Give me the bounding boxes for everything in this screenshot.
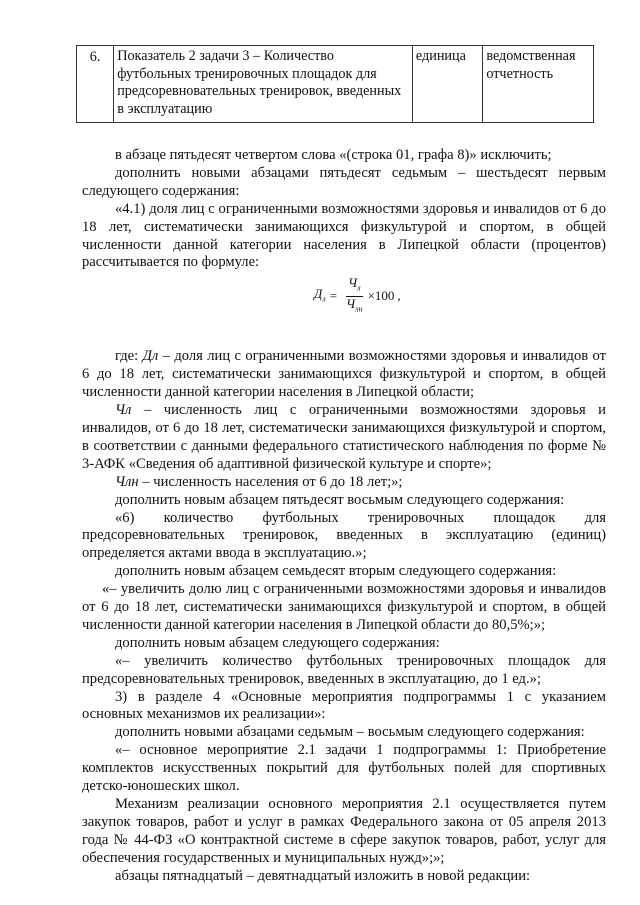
indicator-unit: единица (412, 46, 482, 123)
paragraph-15: «– основное мероприятие 2.1 задачи 1 подпрограммы 1: Приобретение комплектов искусственных покрытий для футбольных полей для спортивных детско-юношеских школ. (82, 742, 606, 795)
paragraph-12: «– увеличить количество футбольных тренировочных площадок для предсоревновательных тренировок, введенных в эксплуатацию, до 1 ед.»; (82, 652, 606, 687)
paragraph-5: Чл – численность лиц с ограниченными возможностями здоровья и инвалидов, от 6 до 18 лет, систематически занимающихся физкультурой и спортом, в соответствии с данными федерального статистического наблюдения по форме № 3-АФК «Сведения об адаптивной физической культуре и спорте»; (82, 402, 606, 472)
paragraph-4: где: Дл – доля лиц с ограниченными возможностями здоровья и инвалидов от 6 до 18 лет, систематически занимающихся физкультурой и спортом, в общей численности данной категории населения в Липецкой области; (82, 348, 607, 401)
var-chl: Чл (115, 402, 132, 419)
paragraph-10: «– увеличить долю лиц с ограниченными возможностями здоровья и инвалидов от 6 до 18 лет, систематически занимающихся физкультурой и спортом, в общей численности данной категории населения в Липецкой области до 80,5%;»; (82, 581, 606, 633)
document-body (82, 147, 606, 886)
paragraph-1: в абзаце пятьдесят четвертом слова «(строка 01, графа 8)» исключить; (115, 147, 552, 163)
formula-numerator: $Ч_л$ (346, 276, 362, 297)
paragraph-3: «4.1) доля лиц с ограниченными возможностями здоровья и инвалидов от 6 до 18 лет, систематически занимающихся физкультурой и спортом, в общей численности данной категории населения в Липецкой области (процентов) рассчитывается по формуле: (82, 200, 606, 271)
paragraph-11: дополнить новым абзацем следующего содержания: (115, 634, 440, 651)
paragraph-2: дополнить новыми абзацами пятьдесят седьмым – шестьдесят первым следующего содержания: (82, 164, 606, 199)
table-row (77, 46, 594, 123)
formula-tail: , (397, 288, 401, 304)
paragraph-8: «6) количество футбольных тренировочных площадок для предсоревновательных тренировок, введенных в эксплуатацию (единиц) определяется актами ввода в эксплуатацию.»; (82, 509, 606, 562)
formula-equals: = (329, 288, 338, 304)
formula-multiplier: ×100 (367, 288, 395, 304)
formula-denominator: $Ч_{лн}$ (346, 295, 363, 314)
formula-lhs: $Д_л$ (314, 285, 326, 304)
paragraph-13: 3) в разделе 4 «Основные мероприятия подпрограммы 1 с указанием основных механизмов их реализации»: (82, 688, 606, 723)
formula-fraction (344, 276, 364, 316)
formula (314, 276, 401, 316)
indicator-source: ведомственная отчетность (483, 46, 594, 123)
paragraph-6: Члн – численность населения от 6 до 18 лет;»; (115, 473, 403, 490)
var-chln: Члн (115, 473, 139, 490)
indicator-description: Показатель 2 задачи 3 – Количество футбольных тренировочных площадок для предсоревновательных тренировок, введенных в эксплуатацию (114, 46, 413, 123)
paragraph-14: дополнить новыми абзацами седьмым – восьмым следующего содержания: (115, 724, 585, 741)
var-dl: Дл (142, 348, 159, 365)
row-number: 6. (77, 46, 114, 123)
paragraph-16: Механизм реализации основного мероприятия 2.1 осуществляется путем закупок товаров, работ и услуг в рамках Федерального закона от 05 апреля 2013 года № 44-ФЗ «О контрактной системе в сфере закупок товаров, работ, услуг для обеспечения государственных и муниципальных нужд»;»; (82, 796, 606, 866)
paragraph-9: дополнить новым абзацем семьдесят вторым следующего содержания: (115, 563, 557, 580)
indicator-table (76, 45, 594, 123)
paragraph-17: абзацы пятнадцатый – девятнадцатый изложить в новой редакции: (115, 867, 531, 884)
paragraph-7: дополнить новым абзацем пятьдесят восьмым следующего содержания: (115, 491, 565, 508)
formula-line (82, 272, 606, 318)
